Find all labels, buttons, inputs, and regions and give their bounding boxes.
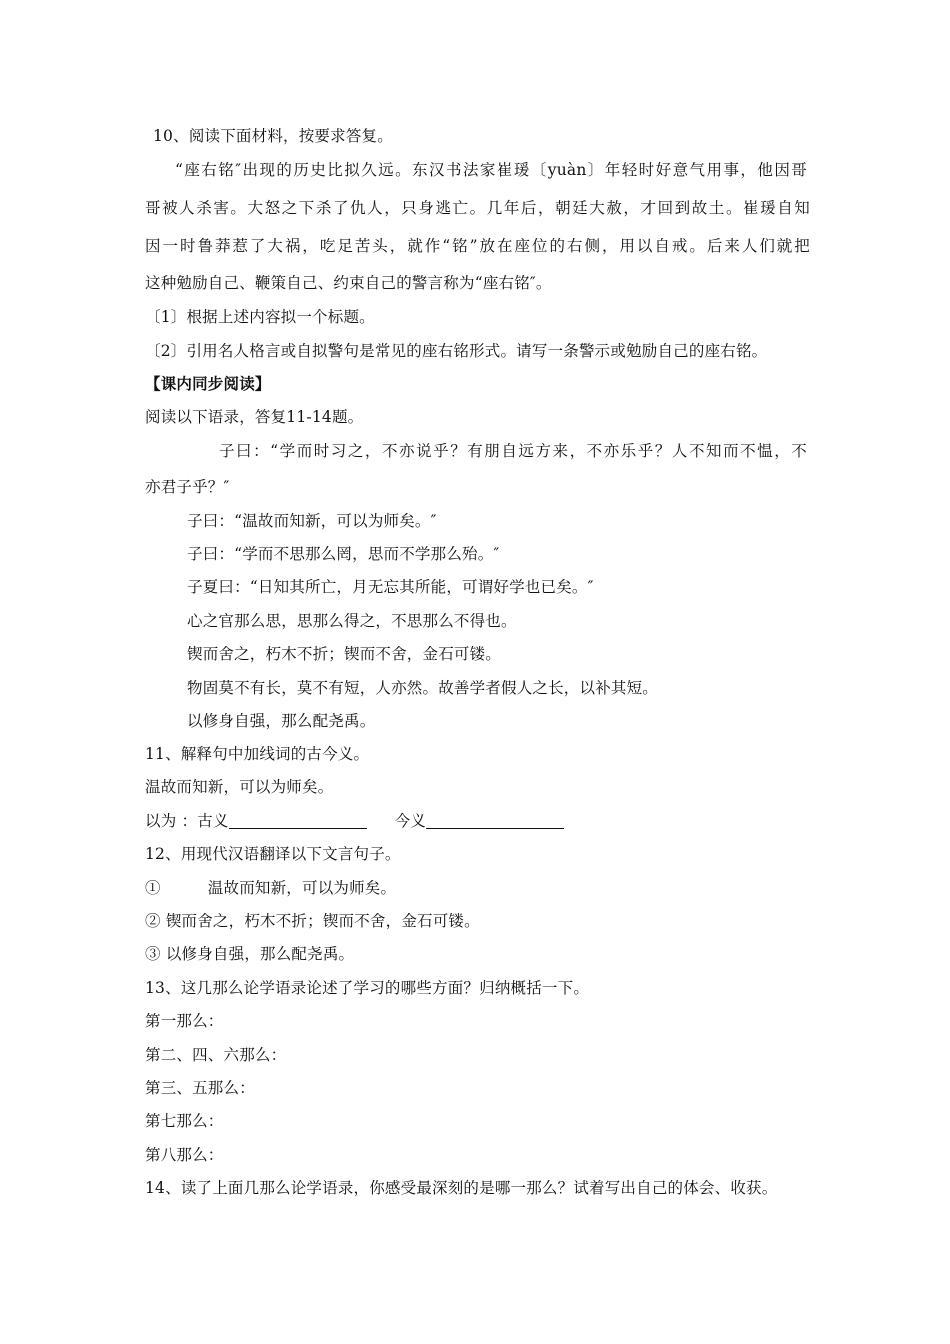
question-12-heading: 12、用现代汉语翻译以下文言句子。 [145,845,401,863]
section-heading: 【课内同步阅读】 [145,374,271,393]
ancient-meaning-label: 以为 ：古义 [145,812,229,830]
question-11-answer-row [145,810,810,832]
modern-meaning-blank[interactable] [426,812,564,829]
question-11-sentence: 温故而知新，可以为师矣。 [145,778,334,796]
analects-quote-1-line-2: 亦君子乎？″ [145,478,230,496]
reading-instruction: 阅读以下语录，答复11-14题。 [145,408,364,426]
question-13-item-4: 第七那么： [145,1112,224,1130]
question-13-item-3: 第三、五那么： [145,1079,255,1097]
passage-line-1: “座右铭″出现的历史比拟久远。东汉书法家崔瑗〔yuàn〕年轻时好意气用事，他因哥 [175,161,807,179]
question-12-item-2: ② 锲而舍之，朽木不折；锲而不舍，金石可镂。 [145,912,480,930]
ancient-meaning-blank[interactable] [229,812,367,829]
question-10-part-2: 〔2〕引用名人格言或自拟警句是常见的座右铭形式。请写一条警示或勉励自己的座右铭。 [145,342,768,360]
analects-quote-8: 以修身自强，那么配尧禹。 [187,712,376,730]
question-10-part-1: 〔1〕根据上述内容拟一个标题。 [145,308,375,326]
question-12-item-1: ① 温故而知新，可以为师矣。 [145,879,397,897]
question-13-item-1: 第一那么： [145,1012,224,1030]
question-10-heading: 10、阅读下面材料，按要求答复。 [153,127,393,145]
analects-quote-6: 锲而舍之，朽木不折；锲而不舍，金石可镂。 [187,645,502,663]
question-13-item-5: 第八那么： [145,1146,224,1164]
analects-quote-7: 物固莫不有长，莫不有短，人亦然。故善学者假人之长，以补其短。 [187,679,659,697]
question-11-heading: 11、解释句中加线词的古今义。 [145,745,370,763]
passage-line-4: 这种勉励自己、鞭策自己、约束自己的警言称为“座右铭″。 [145,274,552,292]
analects-quote-4: 子夏曰：“日知其所亡，月无忘其所能，可谓好学也已矣。″ [187,578,594,596]
passage-line-2: 哥被人杀害。大怒之下杀了仇人，只身逃亡。几年后，朝廷大赦，才回到故土。崔瑗自知 [145,199,810,217]
analects-quote-1-line-1: 子曰：“学而时习之，不亦说乎？有朋自远方来，不亦乐乎？人不知而不愠，不 [219,442,807,460]
question-13-item-2: 第二、四、六那么： [145,1046,287,1064]
question-13-heading: 13、这几那么论学语录论述了学习的哪些方面？归纳概括一下。 [145,979,590,997]
passage-line-3: 因一时鲁莽惹了大祸，吃足苦头，就作“铭”放在座位的右侧，用以自戒。后来人们就把 [145,237,810,255]
analects-quote-2: 子曰：“温故而知新，可以为师矣。″ [187,512,437,530]
modern-meaning-label: 今义 [394,812,427,830]
question-14-heading: 14、读了上面几那么论学语录，你感受最深刻的是哪一那么？试着写出自己的体会、收获。 [145,1179,778,1197]
question-12-item-3: ③ 以修身自强，那么配尧禹。 [145,945,355,963]
analects-quote-3: 子曰：“学而不思那么罔，思而不学那么殆。″ [187,545,500,563]
analects-quote-5: 心之官那么思，思那么得之，不思那么不得也。 [187,612,517,630]
